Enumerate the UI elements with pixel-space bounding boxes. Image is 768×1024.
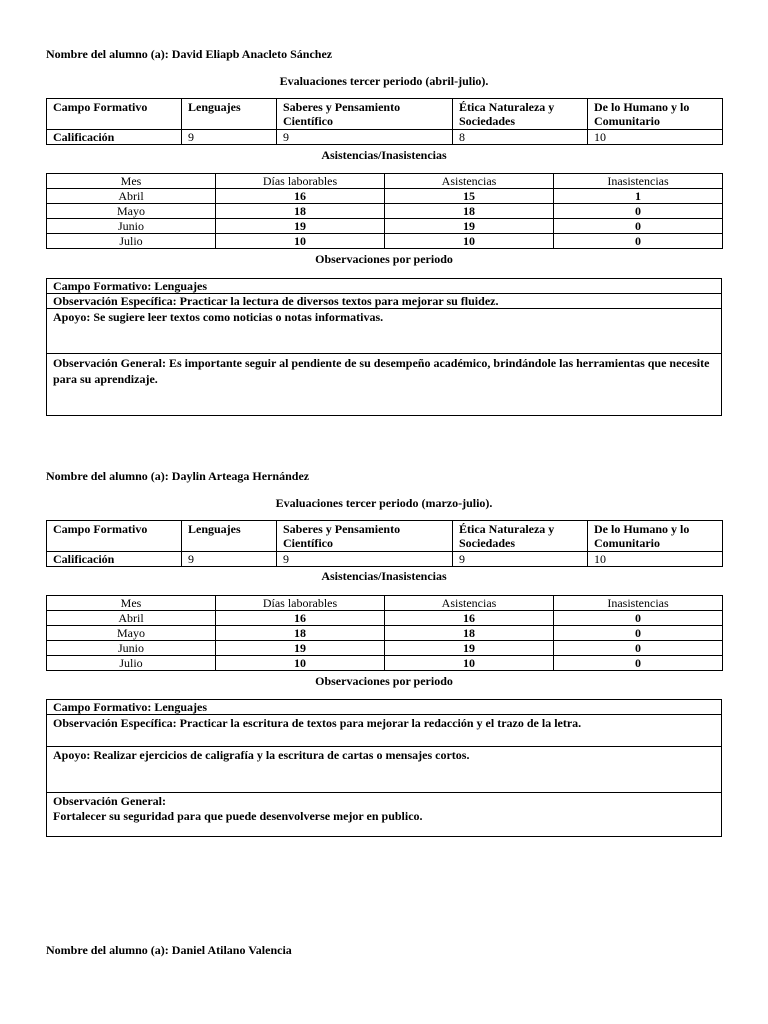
grade-row-label: Calificación	[47, 130, 182, 145]
attendance-cell: 18	[385, 626, 554, 641]
attendance-header: Inasistencias	[554, 596, 723, 611]
table-row	[47, 219, 723, 234]
workdays-cell: 19	[216, 219, 385, 234]
grade-header: De lo Humano y lo Comunitario	[588, 99, 723, 130]
attendance-cell: 16	[385, 611, 554, 626]
month-cell: Junio	[47, 641, 216, 656]
attendance-cell: 10	[385, 656, 554, 671]
month-cell: Julio	[47, 234, 216, 249]
workdays-cell: 10	[216, 656, 385, 671]
attendance-header: Asistencias	[385, 174, 554, 189]
attendance-table	[46, 173, 723, 249]
absence-cell: 0	[554, 626, 723, 641]
grade-row-label: Calificación	[47, 552, 182, 567]
attendance-title: Asistencias/Inasistencias	[321, 148, 447, 162]
attendance-header: Mes	[47, 596, 216, 611]
grade-value: 9	[277, 552, 453, 567]
absence-cell: 0	[554, 611, 723, 626]
attendance-cell: 19	[385, 641, 554, 656]
month-cell: Mayo	[47, 626, 216, 641]
grade-header: Saberes y Pensamiento Científico	[277, 99, 453, 130]
grade-header: Campo Formativo	[47, 99, 182, 130]
grades-table	[46, 98, 723, 145]
grade-header: Saberes y Pensamiento Científico	[277, 521, 453, 552]
grade-header: Lenguajes	[182, 521, 277, 552]
grade-value: 9	[182, 552, 277, 567]
table-row	[47, 656, 723, 671]
attendance-header: Inasistencias	[554, 174, 723, 189]
observations-title: Observaciones por periodo	[315, 252, 453, 266]
obs-general	[47, 793, 722, 837]
attendance-header: Asistencias	[385, 596, 554, 611]
student-name: Nombre del alumno (a): Daniel Atilano Valencia	[46, 943, 292, 957]
workdays-cell: 16	[216, 611, 385, 626]
table-row	[47, 189, 723, 204]
student-name: Nombre del alumno (a): David Eliapb Anacleto Sánchez	[46, 47, 333, 61]
table-row	[47, 641, 723, 656]
table-row	[47, 234, 723, 249]
attendance-cell: 15	[385, 189, 554, 204]
workdays-cell: 19	[216, 641, 385, 656]
attendance-cell: 18	[385, 204, 554, 219]
table-row	[47, 611, 723, 626]
grade-header: Lenguajes	[182, 99, 277, 130]
obs-general-label: Observación General:	[53, 794, 166, 808]
obs-especifica: Observación Específica: Practicar la lectura de diversos textos para mejorar su fluidez.	[47, 294, 722, 309]
absence-cell: 0	[554, 204, 723, 219]
observations-table	[46, 699, 722, 837]
workdays-cell: 10	[216, 234, 385, 249]
month-cell: Julio	[47, 656, 216, 671]
attendance-cell: 19	[385, 219, 554, 234]
table-row	[47, 626, 723, 641]
workdays-cell: 18	[216, 626, 385, 641]
grade-value: 9	[277, 130, 453, 145]
absence-cell: 0	[554, 641, 723, 656]
grade-value: 10	[588, 552, 723, 567]
absence-cell: 0	[554, 234, 723, 249]
obs-campo: Campo Formativo: Lenguajes	[47, 700, 722, 715]
grade-header: De lo Humano y lo Comunitario	[588, 521, 723, 552]
obs-apoyo: Apoyo: Se sugiere leer textos como noticias o notas informativas.	[47, 309, 722, 354]
attendance-header: Días laborables	[216, 174, 385, 189]
absence-cell: 0	[554, 219, 723, 234]
grade-header: Ética Naturaleza y Sociedades	[453, 99, 588, 130]
evaluation-title: Evaluaciones tercer periodo (abril-julio).	[279, 74, 489, 88]
workdays-cell: 18	[216, 204, 385, 219]
month-cell: Mayo	[47, 204, 216, 219]
obs-campo: Campo Formativo: Lenguajes	[47, 279, 722, 294]
grade-header: Campo Formativo	[47, 521, 182, 552]
obs-especifica: Observación Específica: Practicar la escritura de textos para mejorar la redacción y el trazo de la letra.	[47, 715, 722, 747]
grade-header: Ética Naturaleza y Sociedades	[453, 521, 588, 552]
evaluation-title: Evaluaciones tercer periodo (marzo-julio).	[275, 496, 493, 510]
grade-value: 9	[453, 552, 588, 567]
table-row	[47, 204, 723, 219]
month-cell: Junio	[47, 219, 216, 234]
month-cell: Abril	[47, 611, 216, 626]
absence-cell: 1	[554, 189, 723, 204]
month-cell: Abril	[47, 189, 216, 204]
absence-cell: 0	[554, 656, 723, 671]
grade-value: 8	[453, 130, 588, 145]
student-name: Nombre del alumno (a): Daylin Arteaga Hernández	[46, 469, 310, 483]
obs-general-text: Fortalecer su seguridad para que puede desenvolverse mejor en publico.	[53, 809, 423, 823]
observations-title: Observaciones por periodo	[315, 674, 453, 688]
grade-value: 9	[182, 130, 277, 145]
obs-general: Observación General: Es importante seguir al pendiente de su desempeño académico, brindándole las herramientas que necesite para su aprendizaje.	[47, 354, 722, 416]
attendance-header: Días laborables	[216, 596, 385, 611]
grades-table	[46, 520, 723, 567]
obs-apoyo: Apoyo: Realizar ejercicios de caligrafía y la escritura de cartas o mensajes cortos.	[47, 747, 722, 793]
workdays-cell: 16	[216, 189, 385, 204]
attendance-table	[46, 595, 723, 671]
attendance-header: Mes	[47, 174, 216, 189]
attendance-title: Asistencias/Inasistencias	[321, 569, 447, 583]
attendance-cell: 10	[385, 234, 554, 249]
observations-table	[46, 278, 722, 416]
grade-value: 10	[588, 130, 723, 145]
